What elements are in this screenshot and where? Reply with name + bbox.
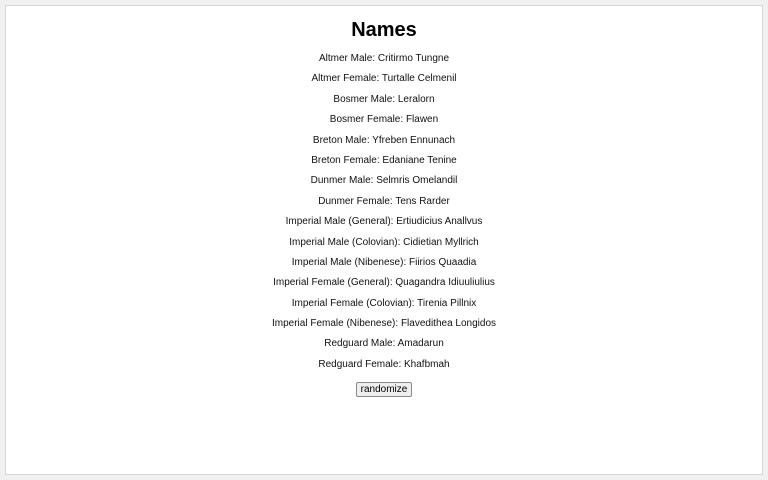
name-label: Dunmer Male bbox=[310, 175, 371, 187]
name-row-dunmer-female: Dunmer Female: Tens Rarder bbox=[318, 195, 450, 207]
randomize-button[interactable]: randomize bbox=[356, 382, 413, 397]
name-value: Khafbmah bbox=[404, 358, 450, 370]
name-row-altmer-female: Altmer Female: Turtalle Celmenil bbox=[311, 73, 457, 85]
name-row-redguard-female: Redguard Female: Khafbmah bbox=[318, 358, 450, 370]
name-row-imperial-male-general: Imperial Male (General): Ertiudicius Anallvus bbox=[285, 216, 483, 228]
name-row-breton-female: Breton Female: Edaniane Tenine bbox=[311, 154, 457, 166]
name-value: Amadarun bbox=[397, 338, 444, 350]
name-row-bosmer-female: Bosmer Female: Flawen bbox=[329, 114, 439, 126]
name-label: Redguard Female bbox=[318, 358, 399, 370]
name-value: Edaniane Tenine bbox=[382, 154, 457, 166]
name-value: Flavedithea Longidos bbox=[400, 318, 497, 330]
name-value: Tens Rarder bbox=[395, 195, 450, 207]
name-label: Imperial Female (General) bbox=[273, 277, 390, 289]
names-list bbox=[6, 52, 762, 378]
name-label: Redguard Male bbox=[324, 338, 393, 350]
name-row-imperial-male-nibenese: Imperial Male (Nibenese): Fiirios Quaadia bbox=[291, 256, 477, 268]
name-label: Altmer Female bbox=[311, 73, 377, 85]
name-value: Quagandra Idiuuliulius bbox=[395, 277, 495, 289]
name-value: Fiirios Quaadia bbox=[409, 256, 477, 268]
name-label: Bosmer Female bbox=[329, 114, 401, 126]
names-panel bbox=[5, 5, 763, 475]
name-label: Imperial Female (Nibenese) bbox=[271, 318, 396, 330]
name-row-imperial-female-colovian: Imperial Female (Colovian): Tirenia Pillnix bbox=[291, 297, 477, 309]
name-value: Cidietian Myllrich bbox=[403, 236, 479, 248]
name-label: Bosmer Male bbox=[333, 93, 393, 105]
name-value: Turtalle Celmenil bbox=[381, 73, 457, 85]
page-title: Names bbox=[351, 19, 417, 41]
name-value: Tirenia Pillnix bbox=[417, 297, 477, 309]
name-row-redguard-male: Redguard Male: Amadarun bbox=[324, 338, 444, 350]
name-label: Altmer Male bbox=[318, 53, 373, 64]
name-label: Imperial Male (General) bbox=[285, 216, 391, 228]
name-label: Dunmer Female bbox=[318, 195, 390, 207]
name-label: Breton Female bbox=[311, 154, 377, 166]
name-label: Imperial Male (Nibenese) bbox=[291, 256, 404, 268]
name-label: Imperial Male (Colovian) bbox=[289, 236, 398, 248]
name-value: Critirmo Tungne bbox=[377, 53, 450, 64]
name-row-dunmer-male: Dunmer Male: Selmris Omelandil bbox=[310, 175, 458, 187]
actions bbox=[6, 379, 762, 397]
name-row-bosmer-male: Bosmer Male: Leralorn bbox=[333, 93, 435, 105]
name-value: Selmris Omelandil bbox=[376, 175, 458, 187]
name-row-imperial-female-general: Imperial Female (General): Quagandra Idiuuliulius bbox=[273, 277, 495, 289]
name-value: Yfreben Ennunach bbox=[372, 134, 456, 146]
name-row-imperial-male-colovian: Imperial Male (Colovian): Cidietian Myllrich bbox=[289, 236, 479, 248]
name-value: Ertiudicius Anallvus bbox=[396, 216, 483, 228]
name-row-altmer-male: Altmer Male: Critirmo Tungne bbox=[318, 53, 450, 64]
name-row-imperial-female-nibenese: Imperial Female (Nibenese): Flavedithea Longidos bbox=[271, 318, 497, 330]
name-label: Breton Male bbox=[312, 134, 367, 146]
name-label: Imperial Female (Colovian) bbox=[291, 297, 412, 309]
name-value: Leralorn bbox=[397, 93, 435, 105]
name-value: Flawen bbox=[405, 114, 439, 126]
name-row-breton-male: Breton Male: Yfreben Ennunach bbox=[312, 134, 456, 146]
